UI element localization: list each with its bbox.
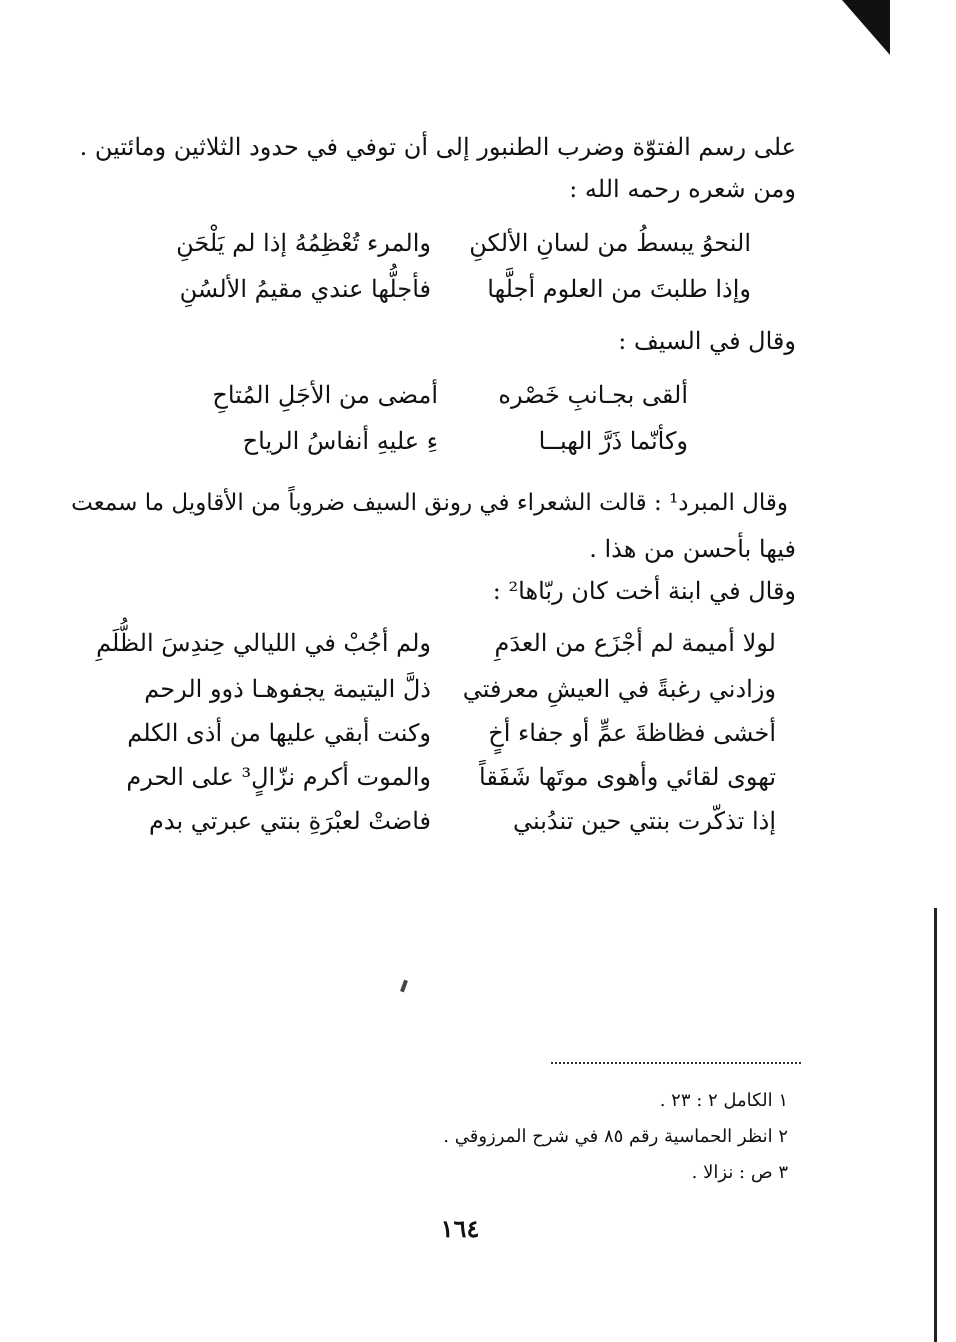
prose-line: وقال في ابنة أخت كان ربّاها² :	[492, 577, 796, 605]
footnote: ٣ ص : نزالا .	[691, 1162, 788, 1183]
verse-second-hemistich: والمرء تُعْظِمُهُ إذا لم يَلْحَنِ	[176, 229, 431, 257]
footnote: ١ الكامل ٢ : ٢٣ .	[659, 1090, 788, 1111]
prose-line: على رسم الفتوّة وضرب الطنبور إلى أن توفي في حدود الثلاثين ومائتين .	[79, 133, 796, 161]
prose-line: وقال المبرد¹ : قالت الشعراء في رونق السيف ضروباً من الأقاويل ما سمعت	[71, 490, 788, 516]
corner-triangle-mark	[842, 0, 890, 55]
verse-second-hemistich: والموت أكرم نزّالٍ³ على الحرم	[126, 763, 431, 791]
footnote-separator	[551, 1062, 801, 1064]
verse-second-hemistich: وكنت أبقي عليها من أذى الكلم	[127, 719, 431, 747]
verse-second-hemistich: فأجلُّها عندي مقيمُ الألسُنِ	[179, 275, 431, 303]
verse-second-hemistich: فاضتْ لعبْرَةِ بنتي عبرتي بدم	[149, 807, 431, 835]
verse-first-hemistich: تهوى لقائي وأهوى موتَها شَفَقاً	[479, 763, 776, 791]
verse-second-hemistich: ولم أجُبْ في الليالي حِندِسَ الظُّلَمِ	[96, 629, 431, 657]
footnote: ٢ انظر الحماسية رقم ٨٥ في شرح المرزوقي .	[443, 1126, 788, 1147]
verse-first-hemistich: أخشى فظاظةَ عمٍّ أو جفاء أخٍ	[488, 719, 776, 747]
verse-first-hemistich: ألقى بجـانبِ خَصْره	[498, 381, 688, 409]
verse-first-hemistich: وإذا طلبتَ من العلوم أجلَّها	[487, 275, 751, 303]
verse-first-hemistich: إذا تذكّرت بنتي حين تندُبني	[512, 807, 776, 835]
verse-first-hemistich: لولا أميمة لم أجْزَع من العدَمِ	[494, 629, 776, 657]
verse-second-hemistich: ءِ عليهِ أنفاسُ الرياح	[242, 427, 438, 455]
right-margin-rule	[934, 908, 937, 1342]
stray-ink-mark	[400, 980, 408, 993]
prose-line: فيها بأحسن من هذا .	[589, 535, 796, 563]
page-number: ١٦٤	[440, 1214, 480, 1243]
verse-first-hemistich: وكأنّما ذَرَّ الهبــا	[538, 427, 688, 455]
prose-line: ومن شعره رحمه الله :	[569, 175, 796, 203]
verse-second-hemistich: ذلَّ اليتيمة يجفوهـا ذوو الرحم	[144, 675, 431, 703]
prose-line: وقال في السيف :	[618, 327, 796, 355]
verse-second-hemistich: أمضى من الأجَلِ المُتاحِ	[212, 381, 438, 409]
verse-first-hemistich: النحوُ يبسطُ من لسانِ الألكنِ	[469, 229, 751, 257]
verse-first-hemistich: وزادني رغبةً في العيشِ معرفتي	[462, 675, 776, 703]
